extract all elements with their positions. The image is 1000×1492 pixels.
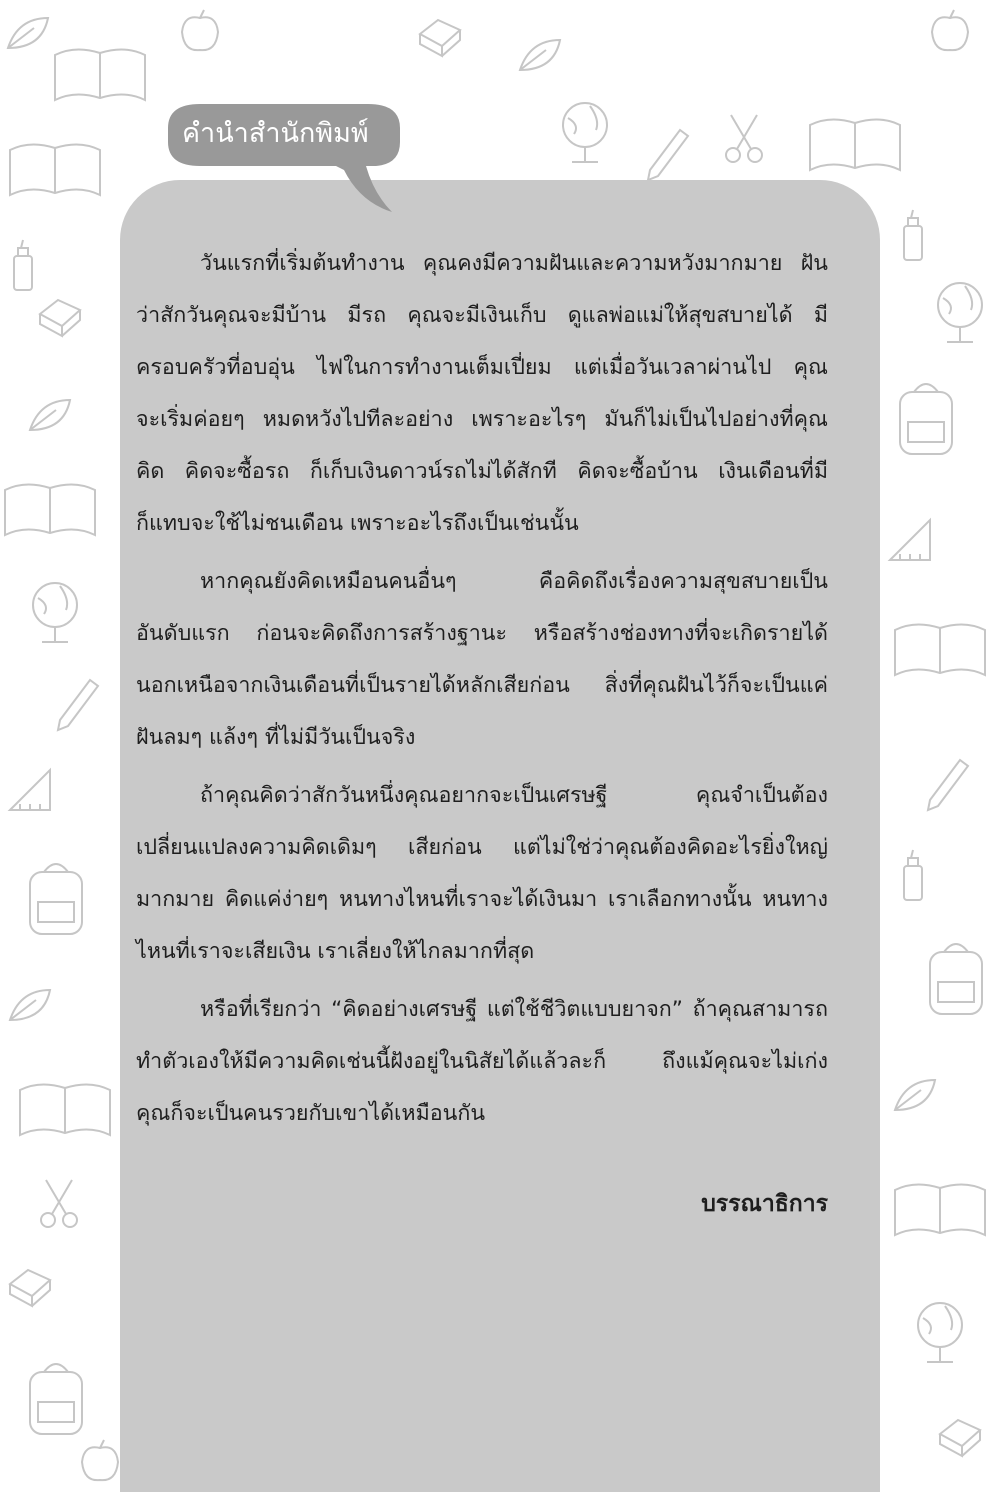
backpack-icon [30,864,82,934]
eraser-icon [10,1270,50,1306]
text-line: หากคุณยังคิดเหมือนคนอื่นๆ คือคิดถึงเรื่องความสุขสบายเป็น [200,569,828,594]
pencil-icon [648,130,688,180]
leaf-icon [8,18,48,48]
book-icon [895,624,985,675]
globe-icon [918,1303,962,1362]
book-icon [20,1084,110,1135]
paragraph [136,770,828,978]
text-line: ฝันลมๆ แล้งๆ ที่ไม่มีวันเป็นจริง [136,725,416,750]
glue-bottle-icon [14,240,32,290]
ruler-icon [890,520,930,560]
editor-signature: บรรณาธิการ [701,1191,828,1217]
backpack-icon [900,384,952,454]
text-line: เปลี่ยนแปลงความคิดเดิมๆ เสียก่อน แต่ไม่ใช่ว่าคุณต้องคิดอะไรยิ่งใหญ่ [136,835,828,860]
book-icon [55,49,145,100]
book-icon [10,144,100,195]
text-line: ครอบครัวที่อบอุ่น ไฟในการทำงานเต็มเปี่ยม แต่เมื่อวันเวลาผ่านไป คุณ [136,355,828,380]
text-line: คิด คิดจะซื้อรถ ก็เก็บเงินดาวน์รถไม่ได้สักที คิดจะซื้อบ้าน เงินเดือนที่มี [136,459,828,484]
scissors-icon [726,115,762,162]
apple-icon [932,10,968,50]
ruler-icon [10,770,50,810]
apple-icon [82,1440,118,1480]
pencil-icon [58,680,98,730]
leaf-icon [30,400,70,430]
text-line: อันดับแรก ก่อนจะคิดถึงการสร้างฐานะ หรือสร้างช่องทางที่จะเกิดรายได้ [136,621,828,646]
apple-icon [182,10,218,50]
backpack-icon [30,1364,82,1434]
body-text [136,238,828,1146]
text-line: ถ้าคุณคิดว่าสักวันหนึ่งคุณอยากจะเป็นเศรษฐี คุณจำเป็นต้อง [200,783,828,808]
paragraph [136,556,828,764]
text-line: จะเริ่มค่อยๆ หมดหวังไปทีละอย่าง เพราะอะไรๆ มันก็ไม่เป็นไปอย่างที่คุณ [136,407,828,432]
globe-icon [33,583,77,642]
text-line: หรือที่เรียกว่า “คิดอย่างเศรษฐี แต่ใช้ชีวิตแบบยาจก” ถ้าคุณสามารถ [200,997,828,1022]
backpack-icon [930,944,982,1014]
paragraph [136,238,828,550]
book-icon [895,1184,985,1235]
text-line: ก็แทบจะใช้ไม่ชนเดือน เพราะอะไรถึงเป็นเช่นนั้น [136,511,579,536]
text-line: มากมาย คิดแค่ง่ายๆ หนทางไหนที่เราจะได้เงินมา เราเลือกทางนั้น หนทาง [136,887,828,912]
glue-bottle-icon [904,210,922,260]
text-line: วันแรกที่เริ่มต้นทำงาน คุณคงมีความฝันและความหวังมากมาย ฝัน [200,251,828,276]
text-line: ทำตัวเองให้มีความคิดเช่นนี้ฝังอยู่ในนิสัยได้แล้วละก็ ถึงแม้คุณจะไม่เก่ง [136,1049,828,1074]
text-line: นอกเหนือจากเงินเดือนที่เป็นรายได้หลักเสียก่อน สิ่งที่คุณฝันไว้ก็จะเป็นแค่ [136,673,828,698]
eraser-icon [940,1420,980,1456]
paragraph [136,984,828,1140]
globe-icon [938,283,982,342]
leaf-icon [520,40,560,70]
leaf-icon [895,1080,935,1110]
eraser-icon [420,20,460,56]
eraser-icon [40,300,80,336]
globe-icon [563,103,607,162]
text-line: คุณก็จะเป็นคนรวยกับเขาได้เหมือนกัน [136,1101,486,1126]
book-icon [5,484,95,535]
leaf-icon [10,990,50,1020]
text-line: ว่าสักวันคุณจะมีบ้าน มีรถ คุณจะมีเงินเก็บ ดูแลพ่อแม่ให้สุขสบายได้ มี [136,303,828,328]
book-icon [810,119,900,170]
glue-bottle-icon [904,850,922,900]
scissors-icon [41,1180,77,1227]
pencil-icon [928,760,968,810]
page-title: คำนำสำนักพิมพ์ [182,118,369,149]
text-line: ไหนที่เราจะเสียเงิน เราเลี่ยงให้ไกลมากที่สุด [136,939,535,964]
